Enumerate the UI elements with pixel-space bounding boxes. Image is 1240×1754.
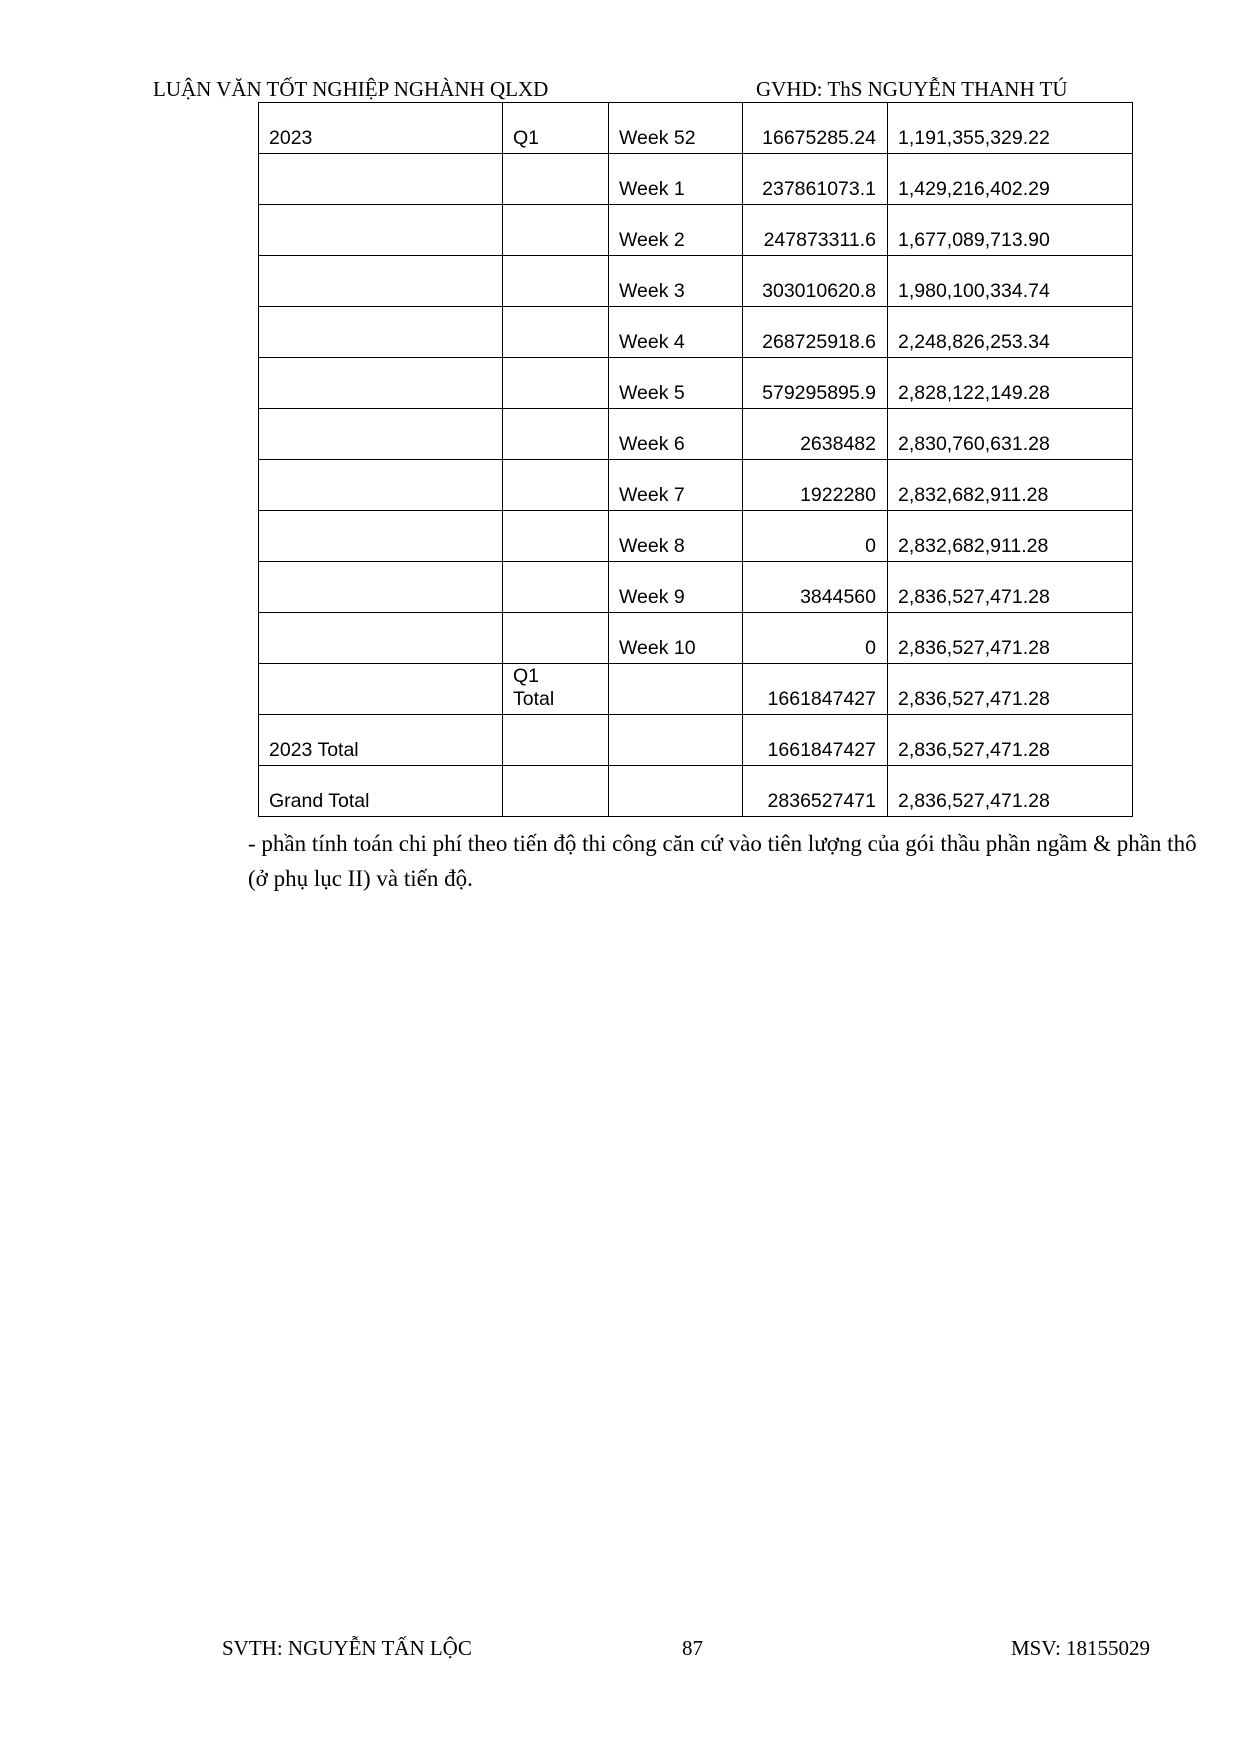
cell-quarter <box>503 154 609 205</box>
cell-cost: 2638482 <box>743 409 888 460</box>
cell-cumulative: 1,191,355,329.22 <box>888 103 1133 154</box>
cell-year <box>259 205 503 256</box>
cell-year <box>259 256 503 307</box>
cell-week: Week 7 <box>609 460 743 511</box>
cell-cumulative: 2,836,527,471.28 <box>888 613 1133 664</box>
cell-cumulative: 2,830,760,631.28 <box>888 409 1133 460</box>
cell-year: 2023 Total <box>259 715 503 766</box>
table-row <box>259 205 1133 256</box>
cell-cost: 1661847427 <box>743 664 888 715</box>
cell-cumulative: 2,248,826,253.34 <box>888 307 1133 358</box>
cell-week: Week 2 <box>609 205 743 256</box>
cell-week: Week 9 <box>609 562 743 613</box>
cell-cost: 2836527471 <box>743 766 888 817</box>
cell-quarter <box>503 766 609 817</box>
table-row <box>259 613 1133 664</box>
cell-quarter <box>503 562 609 613</box>
cell-week: Week 5 <box>609 358 743 409</box>
cell-quarter <box>503 715 609 766</box>
table-row <box>259 511 1133 562</box>
footer-student: SVTH: NGUYỄN TẤN LỘC <box>222 1636 472 1660</box>
cell-quarter: Q1 Total <box>503 664 609 715</box>
table-row <box>259 307 1133 358</box>
header-thesis-title: LUẬN VĂN TỐT NGHIỆP NGHÀNH QLXD <box>153 77 549 101</box>
cell-cost: 268725918.6 <box>743 307 888 358</box>
cell-cost: 16675285.24 <box>743 103 888 154</box>
table-row <box>259 460 1133 511</box>
header-advisor: GVHD: ThS NGUYỄN THANH TÚ <box>756 77 1068 101</box>
cell-week: Week 1 <box>609 154 743 205</box>
cell-year <box>259 511 503 562</box>
table-row <box>259 256 1133 307</box>
cell-year: Grand Total <box>259 766 503 817</box>
cost-schedule-table <box>258 102 1133 817</box>
cell-cost: 1922280 <box>743 460 888 511</box>
cell-year <box>259 460 503 511</box>
table-row <box>259 715 1133 766</box>
cell-quarter <box>503 409 609 460</box>
cell-week: Week 8 <box>609 511 743 562</box>
cell-cumulative: 2,836,527,471.28 <box>888 715 1133 766</box>
cell-week <box>609 715 743 766</box>
cell-cost: 0 <box>743 613 888 664</box>
cell-cost: 0 <box>743 511 888 562</box>
cell-week <box>609 766 743 817</box>
footer-student-id: MSV: 18155029 <box>1011 1636 1151 1660</box>
cell-cumulative: 2,828,122,149.28 <box>888 358 1133 409</box>
cell-cumulative: 1,429,216,402.29 <box>888 154 1133 205</box>
cell-quarter <box>503 613 609 664</box>
cell-cost: 1661847427 <box>743 715 888 766</box>
cell-week <box>609 664 743 715</box>
cell-cumulative: 2,832,682,911.28 <box>888 511 1133 562</box>
cell-cumulative: 1,677,089,713.90 <box>888 205 1133 256</box>
cell-year <box>259 613 503 664</box>
page-number: 87 <box>682 1636 703 1660</box>
cell-cumulative: 2,836,527,471.28 <box>888 766 1133 817</box>
cell-year: 2023 <box>259 103 503 154</box>
cell-year <box>259 409 503 460</box>
cell-cost: 3844560 <box>743 562 888 613</box>
cell-year <box>259 664 503 715</box>
cell-cost: 237861073.1 <box>743 154 888 205</box>
cell-week: Week 4 <box>609 307 743 358</box>
cell-week: Week 52 <box>609 103 743 154</box>
cell-week: Week 10 <box>609 613 743 664</box>
cell-cumulative: 2,832,682,911.28 <box>888 460 1133 511</box>
cell-quarter <box>503 256 609 307</box>
cell-quarter <box>503 358 609 409</box>
cell-year <box>259 358 503 409</box>
cell-cumulative: 2,836,527,471.28 <box>888 562 1133 613</box>
cell-quarter <box>503 460 609 511</box>
cell-quarter <box>503 307 609 358</box>
cell-week: Week 3 <box>609 256 743 307</box>
cell-cost: 303010620.8 <box>743 256 888 307</box>
table-row <box>259 766 1133 817</box>
table-row <box>259 562 1133 613</box>
cell-cumulative: 2,836,527,471.28 <box>888 664 1133 715</box>
cell-quarter: Q1 <box>503 103 609 154</box>
cell-year <box>259 307 503 358</box>
table-row <box>259 409 1133 460</box>
note-paragraph: - phần tính toán chi phí theo tiến độ thi công căn cứ vào tiên lượng của gói thầu phần ngầm & phần thô (ở phụ lục II) và tiến độ. <box>248 831 1197 891</box>
cell-quarter <box>503 511 609 562</box>
cell-cost: 247873311.6 <box>743 205 888 256</box>
table-row <box>259 103 1133 154</box>
cell-year <box>259 154 503 205</box>
cell-cumulative: 1,980,100,334.74 <box>888 256 1133 307</box>
table-row <box>259 154 1133 205</box>
table-body <box>259 103 1133 817</box>
cell-year <box>259 562 503 613</box>
cell-week: Week 6 <box>609 409 743 460</box>
table-row <box>259 664 1133 715</box>
cell-cost: 579295895.9 <box>743 358 888 409</box>
cell-quarter <box>503 205 609 256</box>
table-row <box>259 358 1133 409</box>
